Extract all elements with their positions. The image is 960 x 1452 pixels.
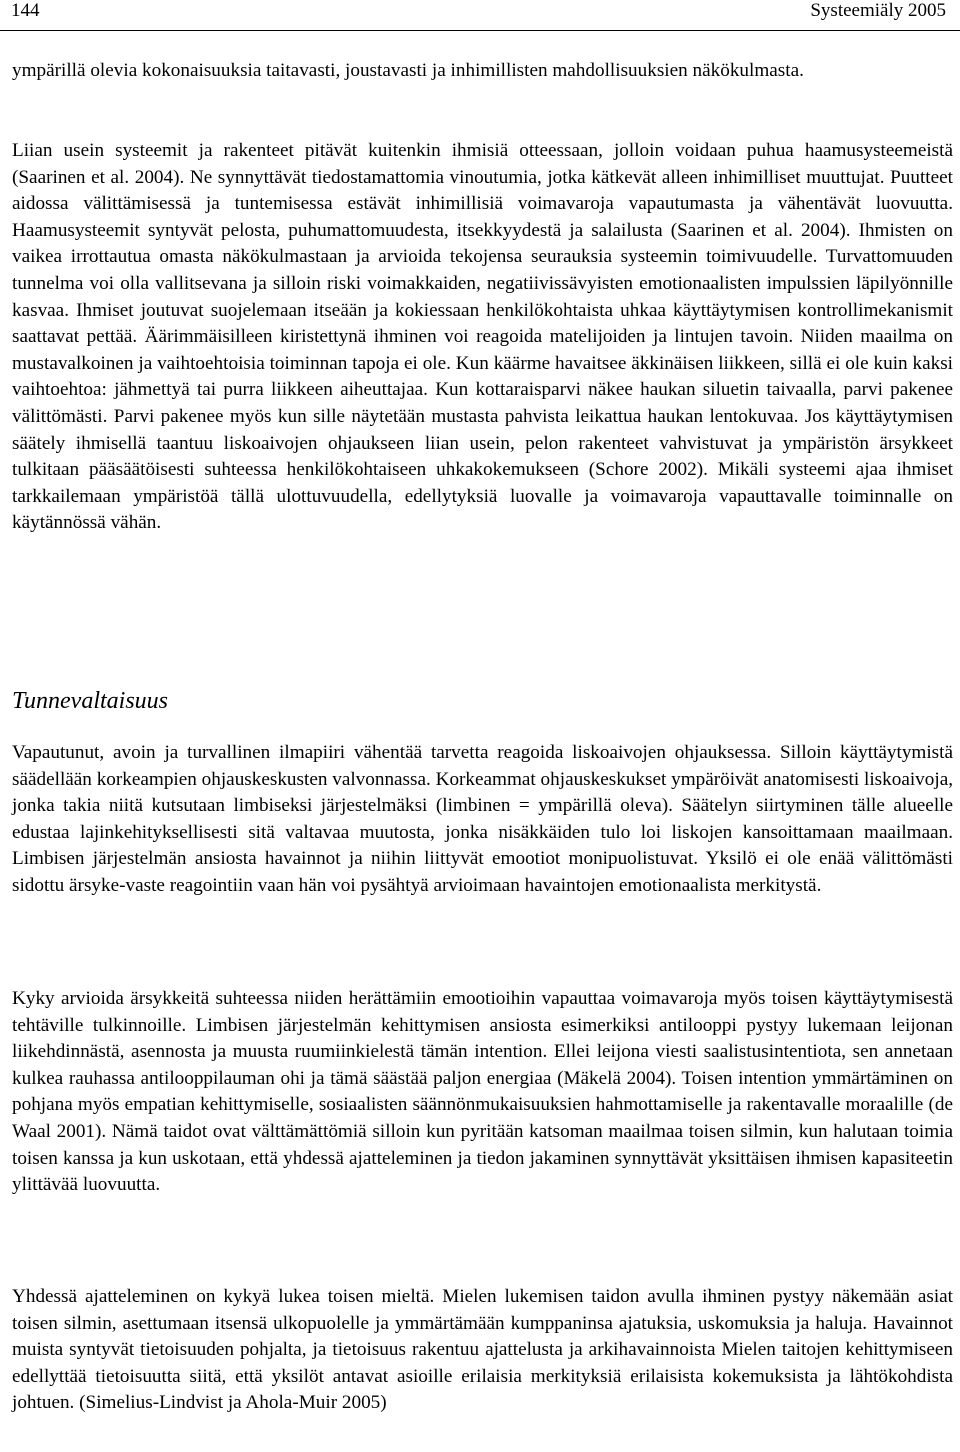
running-header <box>0 0 960 31</box>
paragraph-4: Kyky arvioida ärsykkeitä suhteessa niiden herättämiin emootioihin vapauttaa voimavaroja myös toisen käyttäytymisestä tehtäville tulkinnoille. Limbisen järjestelmän kehittymisen ansiosta esimerkiksi antilooppi pystyy lukemaan leijonan liikehdinnästä, asennosta ja muusta ruumiinkielestä tämän intention. Ellei leijona viesti saalistusintentiota, sen annetaan kulkea rauhassa antilooppilauman ohi ja tämä säästää paljon energiaa (Mäkelä 2004). Toisen intention ymmärtäminen on pohjana myös empatian kehittymiselle, sosiaalisten säännönmukaisuuksien hahmottamiselle ja rakentavalle moraalille (de Waal 2001). Nämä taidot ovat välttämättömiä silloin kun pyritään katsoman maailmaa toisen silmin, kun halutaan toimia toisen kanssa ja kun uskotaan, että yhdessä ajatteleminen ja tiedon jakaminen synnyttävät yksittäisen ihmisen kapasiteetin ylittävää luovuutta. <box>12 988 953 1196</box>
paragraph-2: Liian usein systeemit ja rakenteet pitävät kuitenkin ihmisiä otteessaan, jolloin voidaan puhua haamusysteemeistä (Saarinen et al. 2004). Ne synnyttävät tiedostamattomia vinoutumia, jotka kätkevät alleen inhimilliset muuttujat. Puutteet aidossa välittämisessä ja tuntemisessa estävät inhimillisiä voimavaroja vapautumasta ja vähentävät luovuutta. Haamusysteemit syntyvät pelosta, puhumattomuudesta, itsekkyydestä ja salailusta (Saarinen et al. 2004). Ihmisten on vaikea irrottautua omasta näkökulmastaan ja arvioida tekojensa seurauksia systeemin toimivuudelle. Turvattomuuden tunnelma voi olla vallitsevana ja silloin riski voimakkaiden, negatiivissävyisten emotionaalisten impulssien läpilyönnille kasvaa. Ihmiset joutuvat suojelemaan itseään ja kokiessaan henkilökohtaista uhkaa käyttäytymisen kontrollimekanismit saattavat pettää. Äärimmäisilleen kiristettynä ihminen voi reagoida matelijoiden ja lintujen tavoin. Niiden maailma on mustavalkoinen ja vaihtoehtoisia toiminnan tapoja ei ole. Kun käärme havaitsee äkkinäisen liikkeen, sillä ei ole kuin kaksi vaihtoehtoa: jähmettyä tai purra liikkeen aiheuttajaa. Kun kottaraisparvi näkee haukan siluetin taivaalla, parvi pakenee välittömästi. Parvi pakenee myös kun sille näytetään mustasta pahvista leikattua haukan lentokuvaa. Jos käyttäytymisen säätely ihmisellä taantuu liskoaivojen ohjaukseen liian usein, pelon rakenteet vahvistuvat ja ympäristön ärsykkeet tulkitaan pääsäätöisesti suhteessa henkilökohtaiseen uhkakokemukseen (Schore 2002). Mikäli systeemi ajaa ihmiset tarkkailemaan ympäristöä tällä ulottuvuudella, edellytyksiä luovalle ja voimavaroja vapauttavalle toiminnalle on käytännössä vähän. <box>12 140 953 534</box>
section-heading: Tunnevaltaisuus <box>12 688 169 714</box>
paragraph-5: Yhdessä ajatteleminen on kykyä lukea toisen mieltä. Mielen lukemisen taidon avulla ihminen pystyy näkemään asiat toisen silmin, asettumaan itsensä ulkopuolelle ja ymmärtämään kumppaninsa ajatuksia, uskomuksia ja haluja. Havainnot muista syntyvät tietoisuuden pohjalta, ja tietoisuus rakentuu ajattelusta ja arkihavainnoista Mielen taitojen kehittymiseen edellyttää tietoisuutta siitä, että yksilöt antavat asioille erilaisia merkityksiä erilaisista kokemuksista ja lähtökohdista johtuen. (Simelius-Lindvist ja Ahola-Muir 2005) <box>12 1286 953 1414</box>
journal-title: Systeemiäly 2005 <box>810 0 946 21</box>
paragraph-1: ympärillä olevia kokonaisuuksia taitavasti, joustavasti ja inhimillisten mahdollisuuksien näkökulmasta. <box>12 60 804 81</box>
paragraph-3: Vapautunut, avoin ja turvallinen ilmapiiri vähentää tarvetta reagoida liskoaivojen ohjauksessa. Silloin käyttäytymistä säädellään korkeampien ohjauskeskusten valvonnassa. Korkeammat ohjauskeskukset ympäröivät anatomisesti liskoaivoja, jonka takia niitä kutsutaan limbiseksi järjestelmäksi (limbinen = ympärillä oleva). Säätelyn siirtyminen tälle alueelle edustaa lajinkehityksellisesti sitä valtavaa muutosta, jonka nisäkkäiden tulo loi liskojen kansoittamaan maailmaan. Limbisen järjestelmän ansiosta havainnot ja niihin liittyvät emootiot monipuolistuvat. Yksilö ei ole enää välittömästi sidottu ärsyke-vaste reagointiin vaan hän voi pysähtyä arvioimaan havaintojen emotionaalista merkitystä. <box>12 742 954 896</box>
page-number: 144 <box>11 0 40 21</box>
